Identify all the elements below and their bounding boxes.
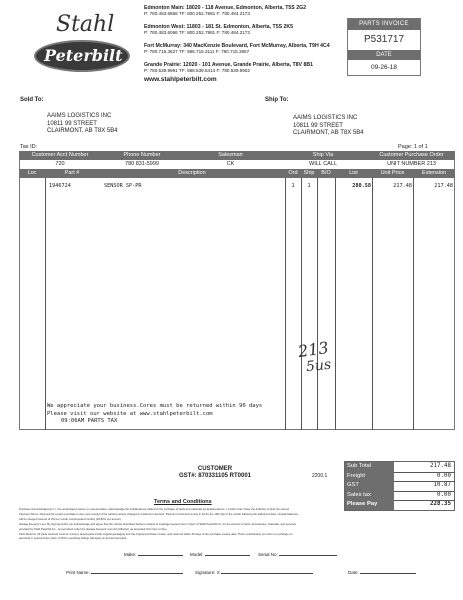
table-row xyxy=(19,183,455,191)
row-unit-price: 217.48 xyxy=(393,183,412,189)
branch-grande-prairie xyxy=(144,62,344,76)
date-field-line xyxy=(360,571,416,574)
date-field-label: Date: xyxy=(348,570,359,575)
print-name-label: Print Name: xyxy=(66,570,90,575)
terms-line: will be charged interest of 2% per month compounded monthly (26.82% per annum) xyxy=(19,517,121,521)
freight-label: Freight xyxy=(347,472,366,479)
page-indicator: Page: 1 of 1 xyxy=(398,144,428,150)
terms-line: Garage Keepers' Lien: By signing below you acknowledge and agree that the vehicle described below is subject to a garage keepers' lien in favor of Stahl Peterbilt Inc. for the amount of parts, accessories, materials, and services xyxy=(19,522,296,526)
logo-wordmark-stahl: Stahl xyxy=(56,12,115,37)
sales-tax-label: Sales tax xyxy=(347,491,371,498)
sold-to-label: Sold To: xyxy=(20,97,44,103)
column-divider xyxy=(317,178,318,430)
sold-to-street: 10811 99 STREET xyxy=(47,120,97,127)
terms-title: Terms and Conditions xyxy=(154,499,212,505)
please-pay-label: Please Pay xyxy=(347,501,378,508)
terms-line: Payment Terms: Payment for a parts purchase is due upon receipt of the parts(s) unless charged to customer's account. Payment of account is due in full by the 15th day of the month following the statement date. Unpaid balances xyxy=(19,512,298,516)
branch-fort-mcmurray xyxy=(144,43,344,62)
col-part: Part # xyxy=(64,170,80,176)
col-loc: Loc xyxy=(27,170,37,176)
totals-row-divider xyxy=(394,500,455,501)
ship-to-label: Ship To: xyxy=(265,97,289,103)
col-unit-price: Unit Price xyxy=(380,170,405,176)
column-divider xyxy=(335,178,336,430)
invoice-title: PARTS INVOICE xyxy=(348,19,420,30)
header-phone-label: Phone Number xyxy=(123,152,161,158)
row-description: SENSOR SP-PR xyxy=(104,183,142,189)
tax-id-label: Tax ID: xyxy=(20,144,38,150)
brand-logo xyxy=(34,10,130,74)
handwritten-note xyxy=(296,337,356,384)
column-divider xyxy=(413,178,414,430)
website: www.stahlpeterbilt.com xyxy=(144,76,217,83)
sold-to-name: AAIMS LOGISTICS INC xyxy=(47,113,112,119)
totals-row-divider xyxy=(394,481,455,482)
col-list: List xyxy=(349,170,358,176)
totals-row-divider xyxy=(394,491,455,492)
make-line xyxy=(138,553,183,556)
line-items-table xyxy=(19,178,455,430)
subtotal-value: 217.48 xyxy=(430,463,451,469)
branch-address: Edmonton West: 11803 - 181 St. Edmonton, Alberta, T5S 2K5 xyxy=(144,24,294,30)
col-ord: Ord xyxy=(288,170,298,176)
ship-to-block xyxy=(293,115,364,138)
column-divider xyxy=(45,178,46,430)
po-value: UNIT NUMBER 213 xyxy=(387,161,436,167)
signature-field[interactable] xyxy=(195,570,313,576)
branch-edmonton-main xyxy=(144,5,344,24)
ship-to-name: AAIMS LOGISTICS INC xyxy=(293,115,358,121)
model-line xyxy=(205,553,250,556)
date-field[interactable] xyxy=(348,570,416,576)
branch-phone: P: 780.539.9991 TF: 888.539.5414 F: 780.539.9902 xyxy=(144,68,250,73)
signature-line xyxy=(221,571,313,574)
row-extension: 217.48 xyxy=(434,183,453,189)
customer-label: CUSTOMER xyxy=(197,466,233,472)
customer-block xyxy=(170,466,260,479)
please-pay-value: 228.35 xyxy=(430,501,451,508)
col-extension: Extension xyxy=(421,170,447,176)
totals-box xyxy=(344,461,455,511)
column-divider xyxy=(301,178,302,430)
message-line: Please visit our website at www.stahlpeterbilt.com xyxy=(47,410,213,417)
branch-phone: P: 780.715.3627 TF: 866.715.3111 F: 780.715.3657 xyxy=(144,49,250,54)
message-line: 09:06AM PARTS TAX xyxy=(61,418,118,424)
invoice-box xyxy=(347,18,421,76)
make-field[interactable] xyxy=(124,552,183,558)
terms-body xyxy=(19,508,455,542)
model-label: Model: xyxy=(190,552,204,557)
column-divider xyxy=(285,178,286,430)
make-label: Make: xyxy=(124,552,137,557)
date-label: DATE xyxy=(348,50,420,60)
gst-value: 10.87 xyxy=(433,482,451,489)
customer-code: 2200.1 xyxy=(312,473,328,479)
branch-address: Fort McMurray: 340 MacKenzie Boulevard, Fort McMurray, Alberta, T9H 4C4 xyxy=(144,43,330,49)
row-part: 1946724 xyxy=(49,183,71,189)
serial-field[interactable] xyxy=(258,552,337,558)
serial-line xyxy=(279,553,337,556)
freight-value: 0.00 xyxy=(437,472,451,479)
salesman-value: CK xyxy=(226,161,235,167)
branch-phone: P: 780.483.6066 TF: 800.252.7981 F: 780.484.2173 xyxy=(144,30,250,35)
ship-to-street: 10811 99 STREET xyxy=(293,122,343,129)
branch-edmonton-west xyxy=(144,24,344,43)
terms-line: electrical or special order parts. A 20% re-stocking charge will apply on all returned parts. xyxy=(19,537,128,541)
logo-wordmark-peterbilt: Peterbilt xyxy=(44,46,123,65)
branch-address: Grande Prairie: 12020 - 101 Avenue, Grande Prairie, Alberta, T8V 8B1 xyxy=(144,62,313,68)
shipvia-value: WILL CALL xyxy=(309,161,337,167)
print-name-line xyxy=(91,571,183,574)
header-po-label: Customer Purchase Order xyxy=(379,152,444,158)
branch-address: Edmonton Main: 18020 - 118 Avenue, Edmonton, Alberta, T5S 2G2 xyxy=(144,5,306,11)
header-salesman-label: Salesman xyxy=(218,152,243,158)
terms-line: provided by Stahl Peterbilt Inc., as permitted under the Garage Keepers' Lien Act (Alberta), as amended from time to time. xyxy=(19,527,168,531)
row-ship: 1 xyxy=(307,183,311,189)
col-ship: Ship xyxy=(303,170,315,176)
terms-line: Parts Returns: All parts returned must be unused, accompanied with original packaging and the original purchase invoice, and returned within 30 days of the purchase invoice date. There is absolutely no return or exchange on xyxy=(19,532,293,536)
branch-phone: P: 780.453.6866 TF: 800.252.7981 F: 780.484.2173 xyxy=(144,11,250,16)
totals-row-divider xyxy=(394,472,455,473)
terms-line: Purchase Acknowledgement: I, the undersigned owner or representative, acknowledge the indebtedness related to the purchase of parts and materials as detailed above. I confirm that I have the authority to bind the named xyxy=(19,508,289,511)
handwritten-initials: 5us xyxy=(305,356,332,376)
col-description: Description xyxy=(178,170,206,176)
model-field[interactable] xyxy=(190,552,250,558)
header-acct-label: Customer Acct Number xyxy=(31,152,89,158)
footer-message xyxy=(47,403,262,426)
gst-label: GST xyxy=(347,482,359,489)
subtotal-label: Sub Total xyxy=(347,463,372,469)
sales-tax-value: 0.00 xyxy=(437,491,451,498)
phone-value: 780 831-5999 xyxy=(125,161,159,167)
sold-to-city: CLAIRMONT, AB T8X 5B4 xyxy=(47,128,118,134)
invoice-number: P531717 xyxy=(363,34,405,45)
column-divider xyxy=(372,178,373,430)
signature-label: Signature: X xyxy=(195,570,220,575)
gst-number: GST#: 870331105 RT0001 xyxy=(178,473,252,479)
row-list: 280.58 xyxy=(352,183,371,189)
acct-number-value: 720 xyxy=(55,161,65,167)
branch-addresses xyxy=(144,5,344,83)
col-bo: B/O xyxy=(321,170,331,176)
serial-label: Serial No: xyxy=(258,552,278,557)
message-line: We appreciate your business.Cores must be returned within 90 days xyxy=(47,403,263,409)
sold-to-block xyxy=(47,113,118,136)
header-shipvia-label: Ship Via xyxy=(312,152,334,158)
invoice-date: 09-26-18 xyxy=(370,64,398,71)
ship-to-city: CLAIRMONT, AB T8X 5B4 xyxy=(293,130,364,136)
print-name-field[interactable] xyxy=(66,570,183,576)
handwritten-unit: 213 xyxy=(296,337,330,362)
row-ord: 1 xyxy=(291,183,295,189)
